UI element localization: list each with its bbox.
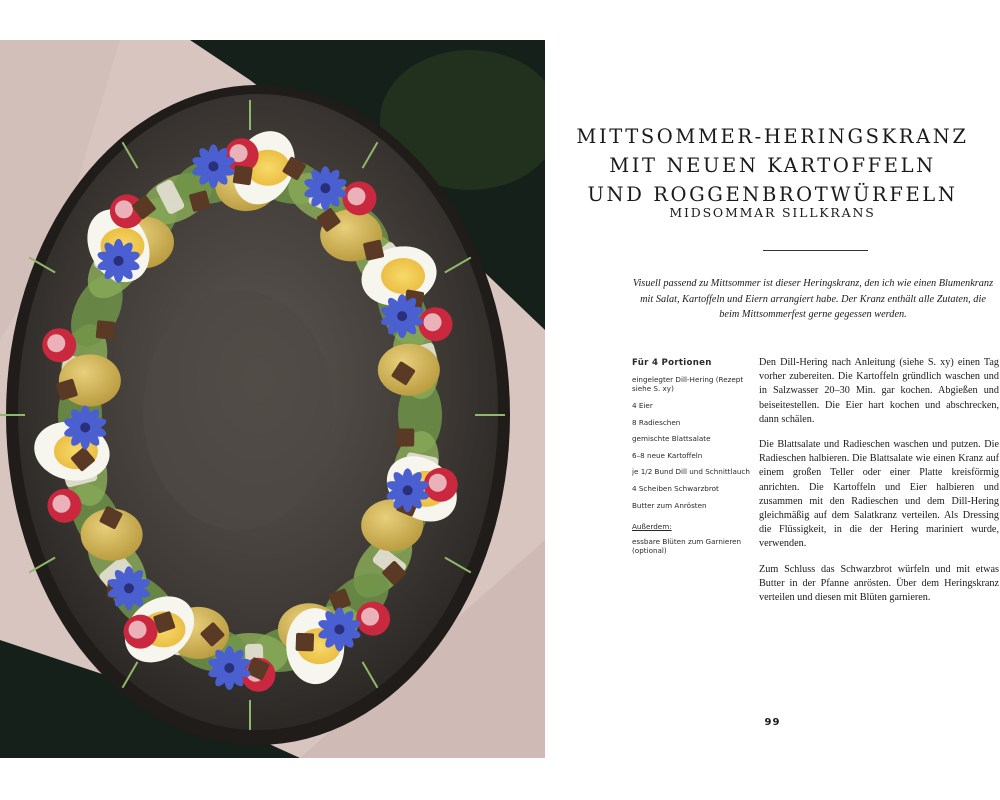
extras-heading: Außerdem:	[632, 521, 672, 531]
ingredient-item: 8 Radieschen	[632, 417, 681, 427]
divider	[763, 250, 868, 251]
egg-yolk	[381, 258, 425, 294]
page-number: 99	[764, 717, 781, 728]
ingredient-item: 4 Eier	[632, 401, 653, 410]
radish-cut	[129, 621, 147, 639]
cornflower-center	[403, 485, 413, 495]
ingredient-item: eingelegter Dill-Hering (Rezept siehe S. xy)	[632, 375, 744, 394]
ingredient-list	[632, 375, 750, 510]
method-step: Zum Schluss das Schwarzbrot würfeln und mit etwas Butter in der Pfanne anrösten. Über dem Heringskranz verteilen und diesen mit Blüten garnieren.	[759, 563, 999, 604]
bread-cube	[396, 429, 414, 447]
cornflower-center	[208, 161, 218, 171]
bread-cube	[296, 633, 315, 652]
radish-cut	[424, 313, 442, 331]
cornflower-center	[80, 423, 90, 433]
recipe-photo	[0, 40, 545, 758]
method-column	[759, 356, 999, 616]
bread-cube	[233, 165, 253, 185]
ingredients-column	[632, 358, 750, 556]
cornflower-center	[124, 583, 134, 593]
ingredient-item: gemischte Blattsalate	[632, 434, 711, 444]
radish-cut	[347, 187, 365, 205]
title-line: MIT NEUEN KARTOFFELN	[609, 154, 936, 177]
extras-item: essbare Blüten zum Garnieren (optional)	[632, 536, 742, 556]
cornflower-center	[224, 663, 234, 673]
method-step: Die Blattsalate und Radieschen waschen und putzen. Die Radieschen halbieren. Die Blattsalate wie einen Kranz auf einem großen Teller oder einer Platte kreisförmig anrichten. Die Kartoffeln und Eier halbieren und zusammen mit den Radieschen und dem Dill-Hering gleichmäßig auf dem Salatkranz verteilen. Als Dressing die Flüssigkeit, in die der Hering mariniert wurde, verwenden.	[759, 439, 999, 550]
title-line: MITTSOMMER-HERINGSKRANZ	[576, 125, 969, 148]
servings-heading: Für 4 Portionen	[632, 358, 712, 368]
radish-cut	[361, 608, 379, 626]
recipe-title	[545, 122, 1000, 209]
ingredient-item: 4 Scheiben Schwarzbrot	[632, 483, 719, 493]
recipe-subtitle: MIDSOMMAR SILLKRANS	[669, 205, 876, 220]
method-step: Den Dill-Hering nach Anleitung (siehe S. xy) einen Tag vorher zubereiten. Die Kartoffeln gründlich waschen und in Salzwasser 20–30 Min. gar kochen. Abgießen und beiseitestellen. Die Eier hart kochen und abschrecken, dann schälen.	[759, 357, 999, 425]
radish-cut	[47, 334, 65, 352]
recipe-page	[545, 40, 1000, 758]
recipe-intro: Visuell passend zu Mittsommer ist dieser Heringskranz, den ich wie einen Blumenkranz mit Salat, Kartoffeln und Eiern arrangiert habe. Der Kranz enthält alle Zutaten, die beim Mittsommerfest gerne gegessen werden.	[632, 278, 994, 320]
radish-cut	[52, 495, 70, 513]
herring-wreath-photo	[0, 40, 545, 758]
radish-cut	[115, 200, 133, 218]
cornflower-center	[320, 183, 330, 193]
cornflower-center	[114, 256, 124, 266]
title-line: UND ROGGENBROTWÜRFELN	[587, 183, 958, 206]
cornflower-center	[334, 624, 344, 634]
cornflower-center	[397, 311, 407, 321]
bread-cube	[96, 320, 116, 340]
ingredient-item: Butter zum Anrösten	[632, 500, 707, 510]
ingredient-item: je 1/2 Bund Dill und Schnittlauch	[632, 467, 750, 477]
radish-cut	[429, 474, 447, 492]
ingredient-item: 6–8 neue Kartoffeln	[632, 450, 703, 460]
